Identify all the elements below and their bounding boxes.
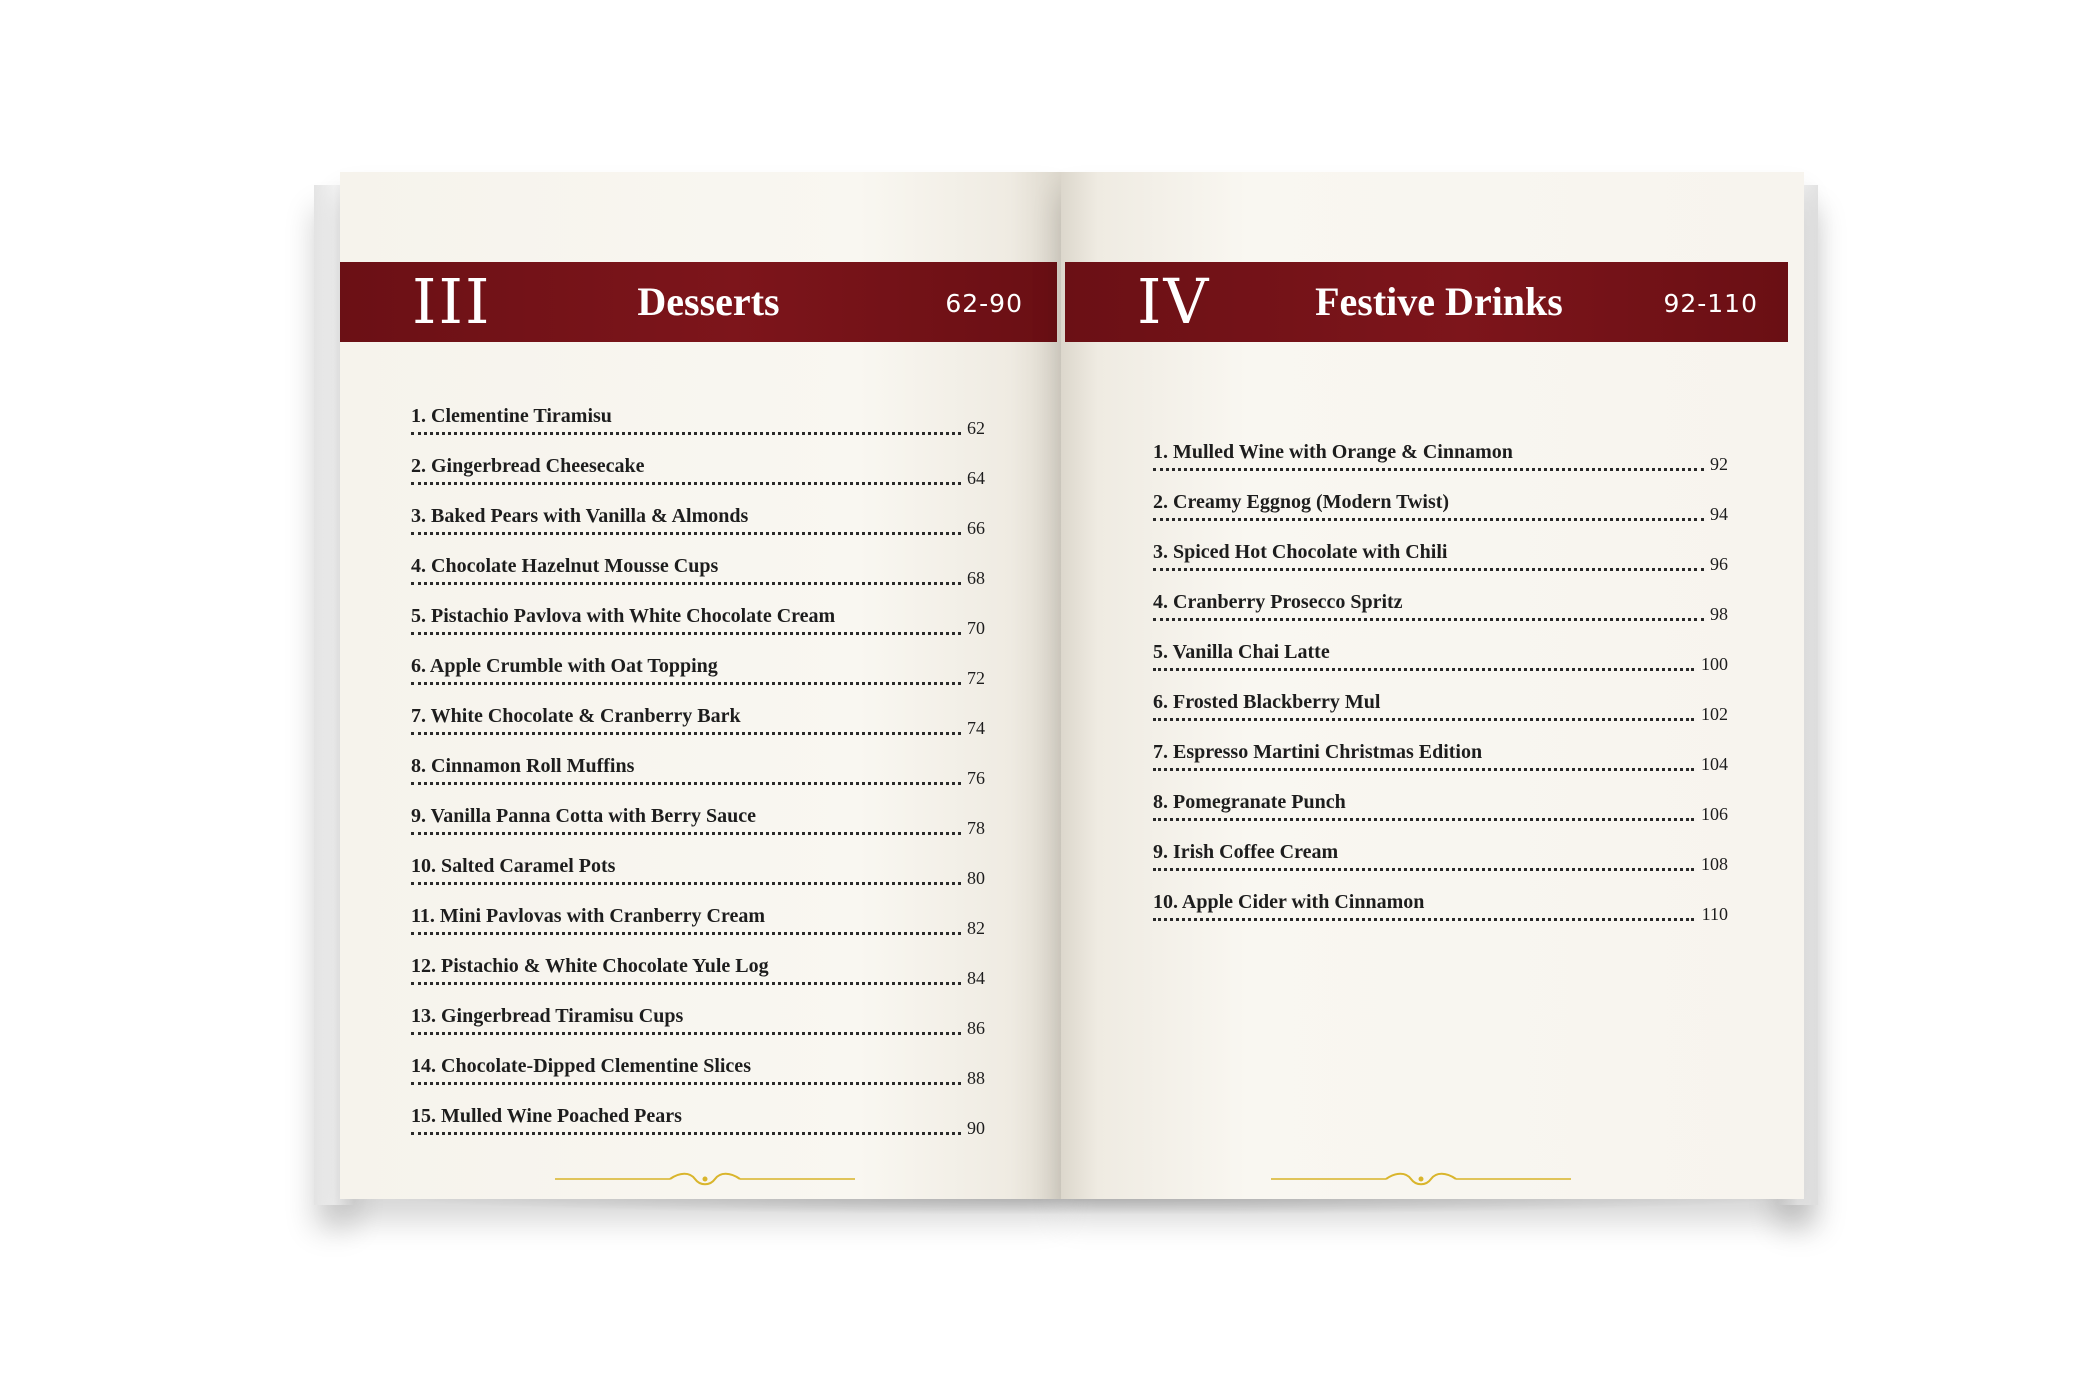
toc-entry[interactable] [1153, 490, 1728, 540]
toc-entry[interactable] [411, 454, 985, 504]
dot-leader [411, 532, 961, 535]
toc-entry-page-number: 94 [1710, 504, 1728, 524]
toc-entry-page-number: 62 [967, 418, 985, 438]
toc-entry[interactable] [1153, 690, 1728, 740]
toc-entry-title: 4. Chocolate Hazelnut Mousse Cups [411, 555, 719, 577]
toc-entry-title: 1. Clementine Tiramisu [411, 405, 612, 427]
toc-entry-page-number: 96 [1710, 554, 1728, 574]
toc-entry[interactable] [1153, 840, 1728, 890]
dot-leader [1153, 718, 1694, 721]
toc-entry-page-number: 82 [967, 918, 985, 938]
section-numeral: III [412, 265, 492, 338]
toc-entry[interactable] [411, 854, 985, 904]
section-page-range: 62-90 [945, 289, 1023, 318]
toc-entry-title: 4. Cranberry Prosecco Spritz [1153, 591, 1403, 613]
toc-entry[interactable] [1153, 590, 1728, 640]
dot-leader [411, 1132, 961, 1135]
toc-entry[interactable] [411, 1004, 985, 1054]
toc-entry-page-number: 74 [967, 718, 985, 738]
toc-entry-title: 13. Gingerbread Tiramisu Cups [411, 1005, 684, 1027]
dot-leader [411, 1032, 961, 1035]
table-of-contents-desserts [411, 404, 985, 1154]
dot-leader [1153, 618, 1704, 621]
dot-leader [1153, 468, 1704, 471]
toc-entry-title: 3. Spiced Hot Chocolate with Chili [1153, 541, 1448, 563]
toc-entry-title: 11. Mini Pavlovas with Cranberry Cream [411, 905, 766, 927]
toc-entry[interactable] [411, 654, 985, 704]
toc-entry-title: 3. Baked Pears with Vanilla & Almonds [411, 505, 749, 527]
dot-leader [411, 1082, 961, 1085]
toc-entry[interactable] [411, 604, 985, 654]
toc-entry-page-number: 72 [967, 668, 985, 688]
toc-entry[interactable] [411, 904, 985, 954]
gold-flourish-divider-icon [555, 1172, 855, 1186]
section-title: Festive Drinks [1315, 279, 1563, 324]
toc-entry-page-number: 102 [1701, 704, 1728, 724]
toc-entry-title: 12. Pistachio & White Chocolate Yule Log [411, 955, 769, 977]
toc-entry-page-number: 68 [967, 568, 985, 588]
dot-leader [411, 682, 961, 685]
toc-entry-page-number: 88 [967, 1068, 985, 1088]
toc-entry-title: 7. White Chocolate & Cranberry Bark [411, 705, 741, 727]
toc-entry[interactable] [1153, 890, 1728, 940]
toc-entry-page-number: 110 [1701, 904, 1728, 924]
toc-entry-page-number: 66 [967, 518, 985, 538]
gold-flourish-divider-icon [1271, 1172, 1571, 1186]
toc-entry-title: 1. Mulled Wine with Orange & Cinnamon [1153, 441, 1513, 463]
toc-entry-page-number: 92 [1710, 454, 1728, 474]
toc-entry[interactable] [411, 754, 985, 804]
right-page [1061, 172, 1804, 1199]
toc-entry-page-number: 70 [967, 618, 985, 638]
dot-leader [1153, 768, 1694, 771]
toc-entry-page-number: 90 [967, 1118, 985, 1138]
dot-leader [411, 882, 961, 885]
dot-leader [1153, 518, 1704, 521]
toc-entry[interactable] [1153, 790, 1728, 840]
toc-entry-title: 8. Cinnamon Roll Muffins [411, 755, 635, 777]
toc-entry[interactable] [411, 554, 985, 604]
toc-entry-page-number: 106 [1701, 804, 1728, 824]
toc-entry-page-number: 86 [967, 1018, 985, 1038]
toc-entry-page-number: 84 [967, 968, 985, 988]
toc-entry[interactable] [411, 954, 985, 1004]
dot-leader [411, 782, 961, 785]
toc-entry[interactable] [411, 504, 985, 554]
table-of-contents-festive-drinks [1153, 440, 1728, 940]
dot-leader [411, 432, 961, 435]
toc-entry-page-number: 100 [1701, 654, 1728, 674]
section-banner-festive-drinks [1065, 262, 1788, 342]
toc-entry-title: 14. Chocolate-Dipped Clementine Slices [411, 1055, 751, 1077]
toc-entry-page-number: 78 [967, 818, 985, 838]
dot-leader [411, 832, 961, 835]
section-numeral: IV [1137, 265, 1211, 338]
dot-leader [1153, 918, 1694, 921]
dot-leader [411, 982, 961, 985]
toc-entry[interactable] [411, 804, 985, 854]
toc-entry-title: 2. Gingerbread Cheesecake [411, 455, 645, 477]
toc-entry-title: 2. Creamy Eggnog (Modern Twist) [1153, 491, 1450, 513]
toc-entry-title: 10. Salted Caramel Pots [411, 855, 616, 877]
dot-leader [1153, 818, 1694, 821]
toc-entry[interactable] [411, 1104, 985, 1154]
toc-entry-title: 8. Pomegranate Punch [1153, 791, 1346, 813]
toc-entry-title: 10. Apple Cider with Cinnamon [1153, 891, 1425, 913]
dot-leader [411, 482, 961, 485]
toc-entry-title: 6. Apple Crumble with Oat Topping [411, 655, 718, 677]
toc-entry-title: 5. Vanilla Chai Latte [1153, 641, 1330, 663]
dot-leader [411, 582, 961, 585]
dot-leader [411, 932, 961, 935]
toc-entry[interactable] [1153, 640, 1728, 690]
section-banner-desserts [340, 262, 1057, 342]
toc-entry[interactable] [411, 704, 985, 754]
toc-entry-title: 7. Espresso Martini Christmas Edition [1153, 741, 1483, 763]
toc-entry-title: 5. Pistachio Pavlova with White Chocolate Cream [411, 605, 836, 627]
open-book [300, 165, 1820, 1212]
toc-entry-page-number: 80 [967, 868, 985, 888]
toc-entry[interactable] [1153, 440, 1728, 490]
toc-entry-page-number: 104 [1701, 754, 1728, 774]
toc-entry[interactable] [411, 404, 985, 454]
toc-entry[interactable] [411, 1054, 985, 1104]
toc-entry-title: 9. Vanilla Panna Cotta with Berry Sauce [411, 805, 757, 827]
left-page [340, 172, 1061, 1199]
toc-entry-title: 15. Mulled Wine Poached Pears [411, 1105, 682, 1127]
section-page-range: 92-110 [1663, 289, 1758, 318]
toc-entry-page-number: 76 [967, 768, 985, 788]
toc-entry-page-number: 98 [1710, 604, 1728, 624]
dot-leader [1153, 668, 1694, 671]
dot-leader [1153, 868, 1694, 871]
section-title: Desserts [637, 279, 780, 324]
toc-entry-title: 9. Irish Coffee Cream [1153, 841, 1339, 863]
dot-leader [411, 732, 961, 735]
dot-leader [1153, 568, 1704, 571]
toc-entry[interactable] [1153, 740, 1728, 790]
toc-entry[interactable] [1153, 540, 1728, 590]
toc-entry-title: 6. Frosted Blackberry Mul [1153, 691, 1381, 713]
dot-leader [411, 632, 961, 635]
toc-entry-page-number: 64 [967, 468, 985, 488]
toc-entry-page-number: 108 [1701, 854, 1728, 874]
